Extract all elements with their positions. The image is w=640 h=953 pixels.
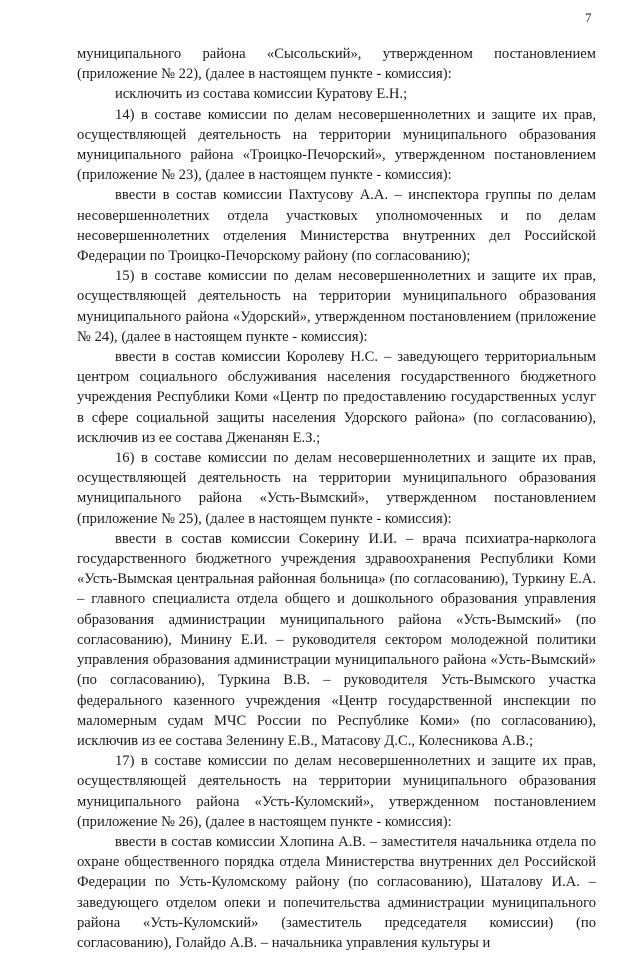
page-number: 7 [585,10,592,25]
paragraph-continuation: муниципального района «Сысольский», утвержденном постановлением (приложение № 22), (далее в настоящем пункте - комиссия): [77,46,596,83]
document-body [77,44,596,953]
paragraph-item-15-members: ввести в состав комиссии Королеву Н.С. – заведующего территориальным центром социального обслуживания населения государственного бюджетного учреждения Республики Коми «Центр по предоставлению государственных услуг в сфере социальной защиты населения Удорского района» (по согласованию), исключив из ее состава Дженанян Е.З.; [77,349,596,446]
paragraph-item-17: 17) в составе комиссии по делам несовершеннолетних и защите их прав, осуществляющей деятельность на территории муниципального образования муниципального района «Усть-Куломский», утвержденном постановлением (приложение № 26), (далее в настоящем пункте - комиссия): [77,753,596,830]
paragraph-item-14-members: ввести в состав комиссии Пахтусову А.А. – инспектора группы по делам несовершеннолетних отдела участковых уполномоченных и по делам несовершеннолетних отделения Министерства внутренних дел Российской Федерации по Троицко-Печорскому району (по согласованию); [77,187,596,265]
paragraph-exclude-kuratova: исключить из состава комиссии Куратову Е.Н.; [115,86,408,103]
paragraph-item-16: 16) в составе комиссии по делам несовершеннолетних и защите их прав, осуществляющей деятельность на территории муниципального образования муниципального района «Усть-Вымский», утвержденном постановлением (приложение № 25), (далее в настоящем пункте - комиссия): [77,450,596,527]
paragraph-item-17-members: ввести в состав комиссии Хлопина А.В. – заместителя начальника отдела по охране общественного порядка отдела Министерства внутренних дел Российской Федерации по Усть-Куломскому району (по согласованию), Шаталову И.А. – заведующего отделом опеки и попечительства администрации муниципального района «Усть-Куломский» (заместитель председателя комиссии) (по согласованию), Голайдо А.В. – начальника управления культуры и [77,833,596,951]
paragraph-item-15: 15) в составе комиссии по делам несовершеннолетних и защите их прав, осуществляющей деятельность на территории муниципального образования муниципального района «Удорский», утвержденном постановлением (приложение № 24), (далее в настоящем пункте - комиссия): [77,268,596,345]
paragraph-item-16-members: ввести в состав комиссии Сокерину И.И. – врача психиатра-нарколога государственного бюджетного учреждения здравоохранения Республики Коми «Усть-Вымская центральная районная больница» (по согласованию), Туркину Е.А. – главного специалиста отдела общего и дошкольного образования управления образования администрации муниципального района «Усть-Вымский» (по согласованию), Минину Е.И. – руководителя сектором молодежной политики управления образования администрации муниципального района «Усть-Вымский» (по согласованию), Туркина В.В. – руководителя Усть-Вымского участка федерального казенного учреждения «Центр государственной инспекции по маломерным судам МЧС России по Республике Коми» (по согласованию), исключив из ее состава Зеленину Е.В., Матасову Д.С., Колесникова А.В.; [77,530,596,749]
paragraph-item-14: 14) в составе комиссии по делам несовершеннолетних и защите их прав, осуществляющей деятельность на территории муниципального образования муниципального района «Троицко-Печорский», утвержденном постановлением (приложение № 23), (далее в настоящем пункте - комиссия): [77,106,596,184]
